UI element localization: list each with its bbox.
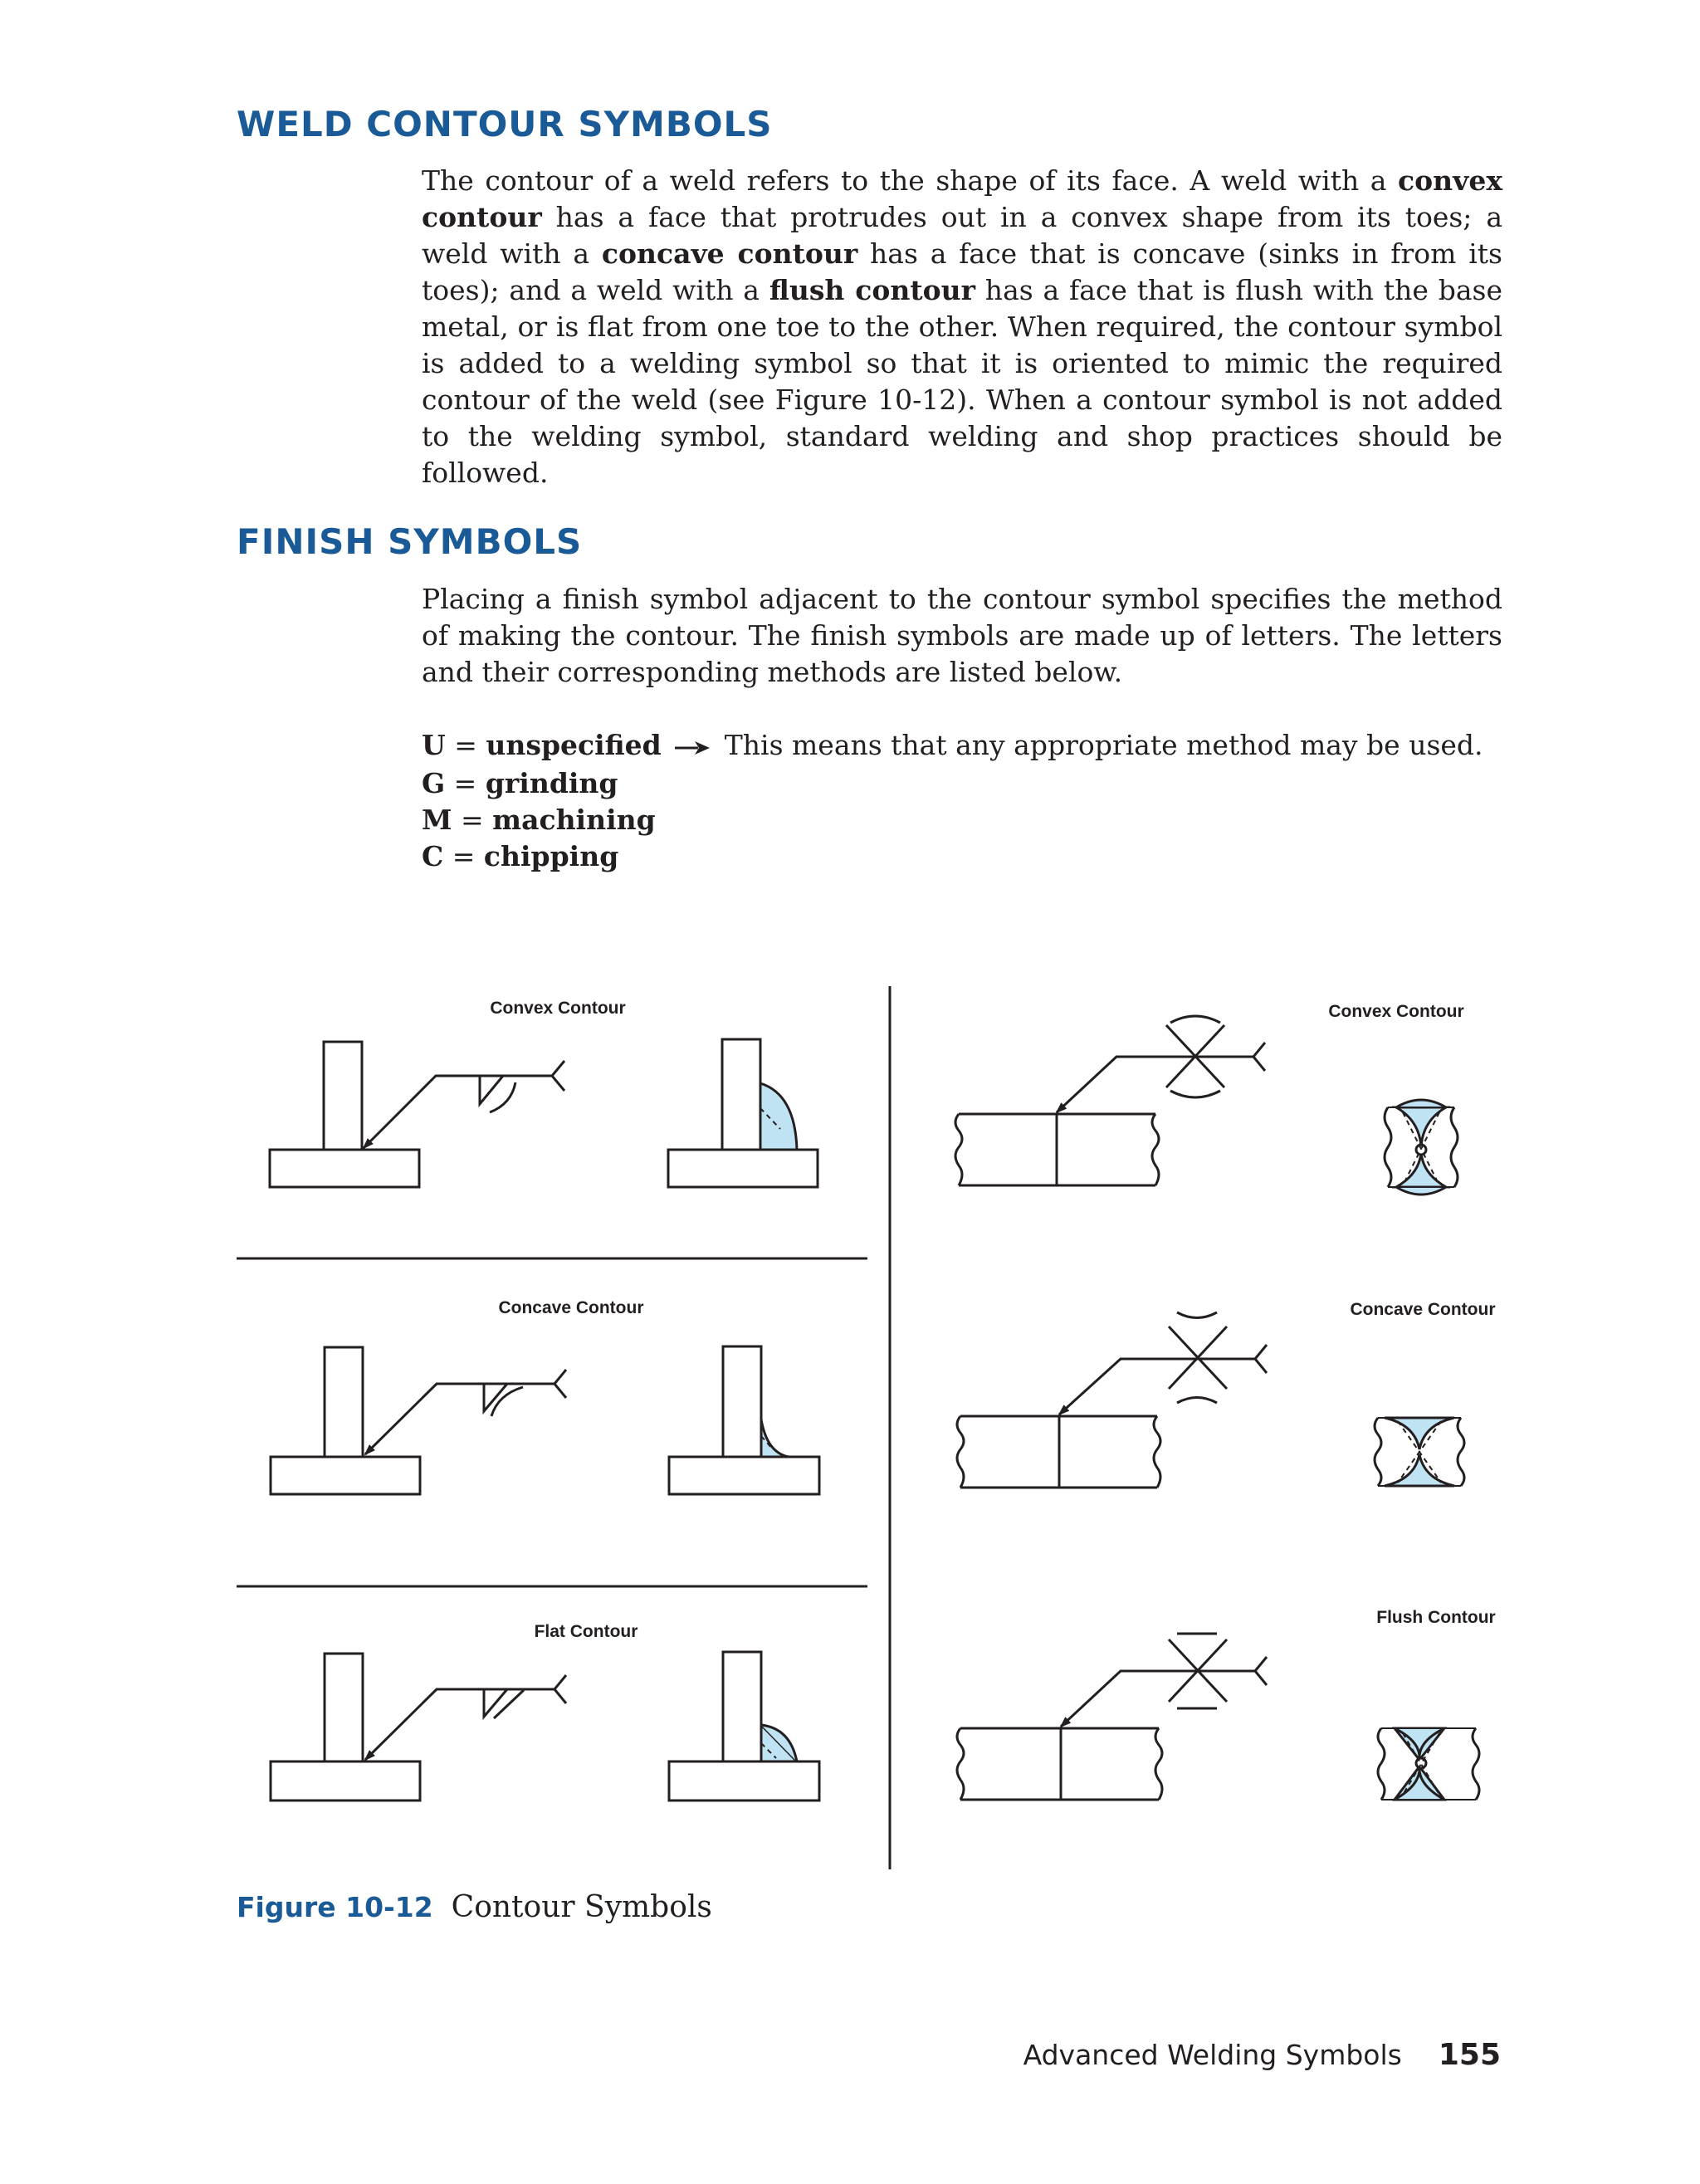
figure-caption	[237, 1890, 712, 1924]
finish-letter: U	[422, 729, 446, 761]
t-joint-flat-symbol	[271, 1654, 566, 1800]
finish-letter: M	[422, 804, 452, 836]
butt-joint-convex-symbol	[955, 1016, 1265, 1185]
bold-term: convex contour	[422, 164, 1502, 233]
paragraph-text: has a face that is flush with the base metal, or is flat from one toe to the other. When required, the contour symbol is added to a welding symbol so that it is oriented to mimic the required contour of the weld (see Figure 10-12). When a contour symbol is not added to the welding symbol, standard welding and shop practices should be followed.	[422, 274, 1503, 489]
figure-title: Contour Symbols	[451, 1890, 712, 1924]
finish-note: This means that any appropriate method may be used.	[724, 729, 1483, 761]
butt-joint-concave-weld	[1375, 1418, 1464, 1486]
equals-sign: =	[445, 767, 486, 799]
finish-letter: G	[422, 767, 446, 799]
label-right-flush: Flush Contour	[1376, 1608, 1496, 1627]
heading-weld-contour-symbols: WELD CONTOUR SYMBOLS	[237, 104, 773, 144]
t-joint-convex-symbol	[270, 1042, 564, 1187]
butt-joint-concave-symbol	[957, 1312, 1267, 1488]
label-right-convex: Convex Contour	[1328, 1002, 1464, 1021]
t-joint-convex-weld	[668, 1039, 818, 1187]
butt-joint-flush-symbol	[957, 1634, 1267, 1800]
butt-joint-convex-weld	[1385, 1100, 1458, 1195]
label-left-concave: Concave Contour	[498, 1298, 644, 1317]
paragraph-text: has a face that is concave (sinks in from its toes); and a weld with a	[422, 237, 1502, 306]
equals-sign: =	[443, 840, 484, 872]
equals-sign: =	[445, 729, 486, 761]
t-joint-concave-symbol	[271, 1347, 566, 1494]
label-left-flat: Flat Contour	[534, 1622, 638, 1641]
finish-method: unspecified	[486, 729, 662, 761]
heading-finish-symbols: FINISH SYMBOLS	[237, 521, 583, 562]
butt-joint-flush-weld	[1378, 1728, 1479, 1800]
page-footer	[1023, 2038, 1501, 2072]
label-right-concave: Concave Contour	[1350, 1300, 1496, 1319]
paragraph-text: The contour of a weld refers to the shape of its face. A weld with a	[422, 164, 1399, 197]
finish-symbols-paragraph: Placing a finish symbol adjacent to the contour symbol specifies the method of making the contour. The finish symbols are made up of letters. The letters and their corresponding methods are listed below.	[422, 583, 1502, 688]
figure-label: Figure 10-12	[237, 1891, 433, 1923]
label-left-convex: Convex Contour	[490, 999, 626, 1018]
finish-method: machining	[492, 804, 656, 836]
bold-term: concave contour	[601, 237, 858, 270]
equals-sign: =	[452, 804, 493, 836]
t-joint-flat-weld	[669, 1652, 819, 1800]
paragraph-text: has a face that protrudes out in a convex shape from its toes; a weld with a	[422, 201, 1502, 270]
chapter-title: Advanced Welding Symbols	[1023, 2039, 1402, 2071]
page-number: 155	[1438, 2038, 1501, 2072]
finish-letter: C	[422, 840, 444, 872]
finish-method: grinding	[485, 767, 618, 799]
t-joint-concave-weld	[669, 1346, 819, 1494]
finish-method: chipping	[483, 840, 619, 872]
bold-term: flush contour	[769, 274, 975, 306]
